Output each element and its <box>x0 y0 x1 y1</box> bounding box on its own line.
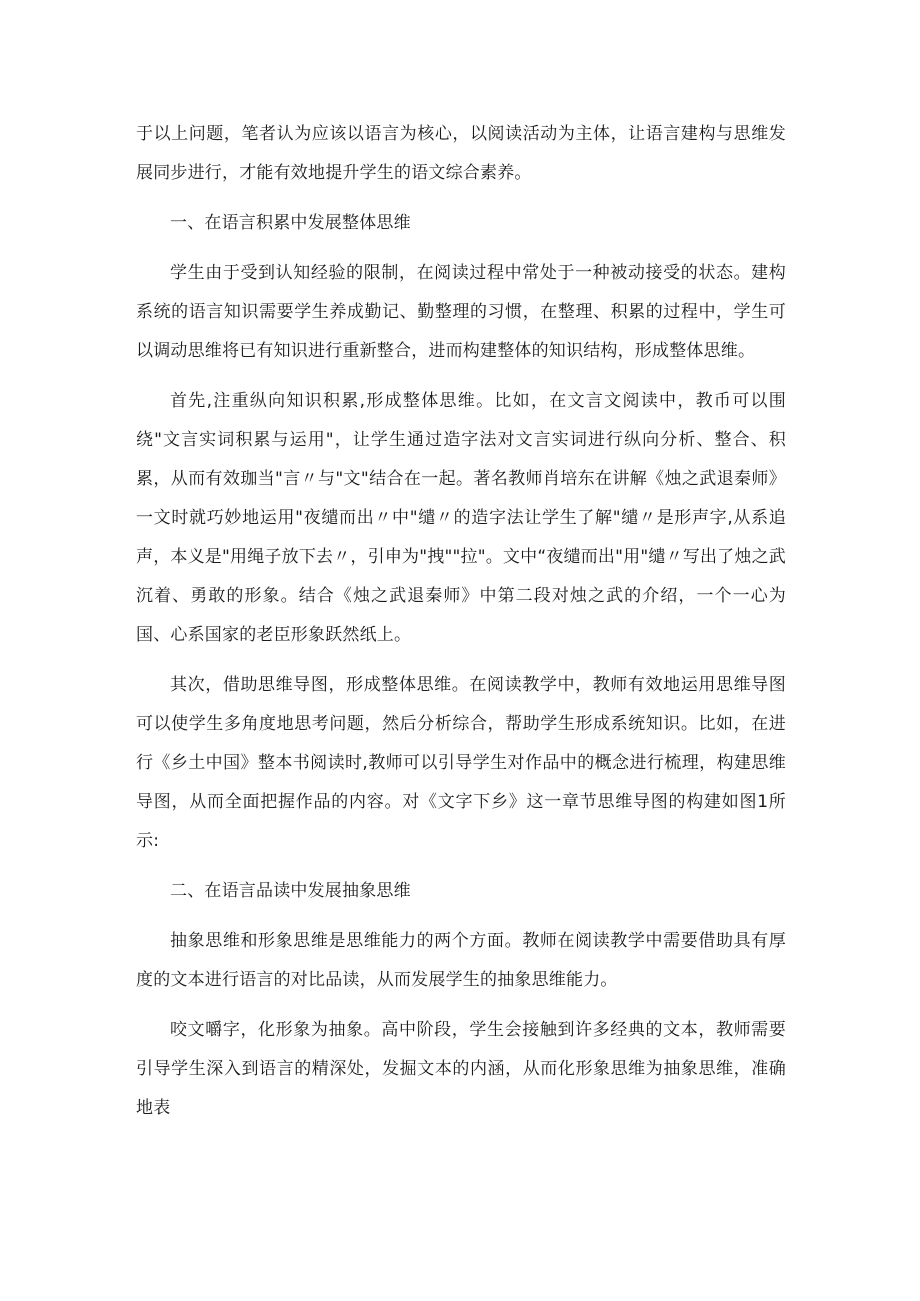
section-heading-2: 二、在语言品读中发展抽象思维 <box>170 881 411 901</box>
paragraph: 其次，借助思维导图，形成整体思维。在阅读教学中，教师有效地运用思维导图可以使学生多角度地思考问题，然后分析综合，帮助学生形成系统知识。比如，在进行《乡土中国》整本书阅读时,教师可以引导学生对作品中的概念进行梳理，构建思维导图，从而全面把握作品的内容。对《文字下乡》这一章节思维导图的构建如图1所示: <box>136 675 786 851</box>
paragraph: 咬文嚼字，化形象为抽象。高中阶段，学生会接触到许多经典的文本，教师需要引导学生深入到语言的精深处，发掘文本的内涵，从而化形象思维为抽象思维，准确地表 <box>136 1020 786 1118</box>
paragraph-continued: 于以上问题，笔者认为应该以语言为核心，以阅读活动为主体，让语言建构与思维发展同步进行，才能有效地提升学生的语文综合素养。 <box>136 124 786 183</box>
article-body <box>136 115 786 1128</box>
paragraph: 抽象思维和形象思维是思维能力的两个方面。教师在阅读教学中需要借助具有厚度的文本进行语言的对比品读，从而发展学生的抽象思维能力。 <box>136 931 786 990</box>
section-heading-1: 一、在语言积累中发展整体思维 <box>170 213 411 233</box>
paragraph: 学生由于受到认知经验的限制，在阅读过程中常处于一种被动接受的状态。建构系统的语言知识需要学生养成勤记、勤整理的习惯，在整理、积累的过程中，学生可以调动思维将已有知识进行重新整合，进而构建整体的知识结构，形成整体思维。 <box>136 263 786 361</box>
paragraph: 首先,注重纵向知识积累,形成整体思维。比如，在文言文阅读中，教币可以围绕"文言实词积累与运用"，让学生通过造字法对文言实词进行纵向分析、整合、积累，从而有效珈当"言〃与"文"结合在一起。著名教师肖培东在讲解《烛之武退秦师》一文时就巧妙地运用"夜缱而出〃中"缱〃的造字法让学生了解"缱〃是形声字,从系追声，本义是"用绳子放下去〃，引申为"拽""拉"。文中“夜缱而出"用"缱〃写出了烛之武沉着、勇敢的形象。结合《烛之武退秦师》中第二段对烛之武的介绍，一个一心为国、心系国家的老臣形象跃然纸上。 <box>136 391 786 645</box>
